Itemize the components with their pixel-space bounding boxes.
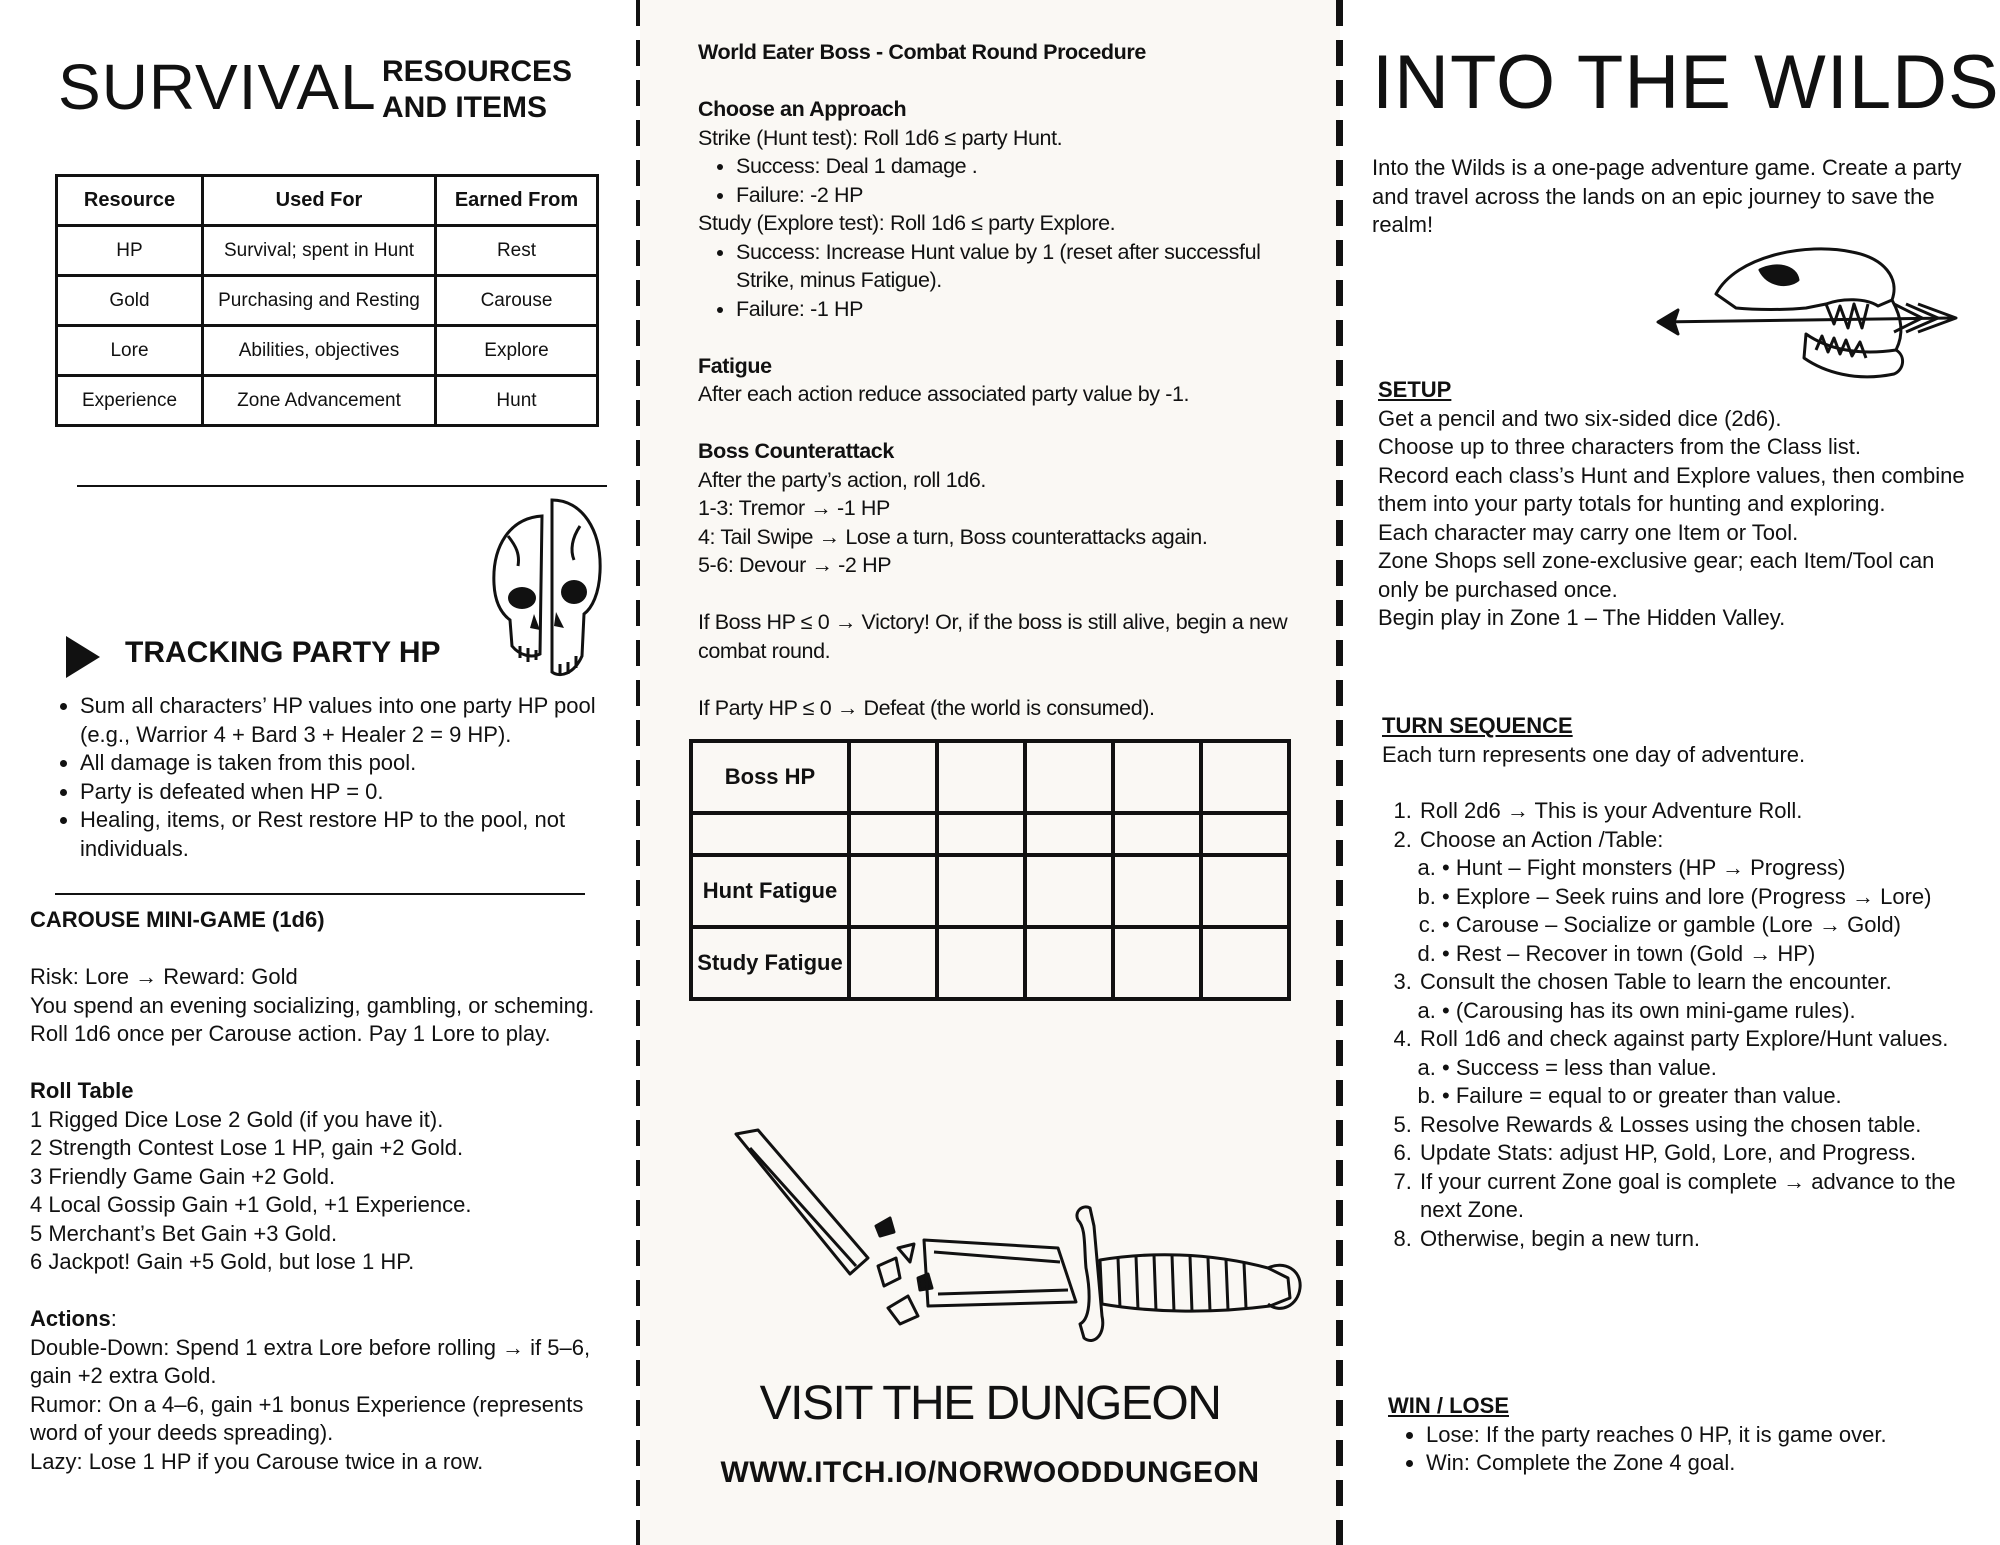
table-cell: Explore <box>436 326 598 376</box>
carouse-risk: Risk: Lore → Reward: Gold <box>30 964 298 989</box>
list-item: • Failure: -1 HP <box>736 295 1318 324</box>
counter-line: 4: Tail Swipe → Lose a turn, Boss counterattacks again. <box>698 524 1208 549</box>
setup-line: Record each class’s Hunt and Explore values, then combine them into your party totals for hunting and exploring. <box>1378 462 1965 516</box>
actions-colon: : <box>110 1306 117 1331</box>
roll-table-entry: 1 Rigged Dice Lose 2 Gold (if you have it). <box>30 1106 444 1132</box>
tracker-box[interactable] <box>1201 927 1289 999</box>
table-header: Used For <box>203 176 436 226</box>
step-subitem: a. • (Carousing has its own mini-game rules). <box>1442 997 1982 1026</box>
setup-line: Each character may carry one Item or Tool. <box>1378 519 1799 545</box>
actions-heading-line <box>30 1305 630 1334</box>
tracker-box[interactable] <box>1201 741 1289 813</box>
tracker-box[interactable] <box>849 741 937 813</box>
step-item <box>1418 1111 1982 1140</box>
roll-table-entry: 3 Friendly Game Gain +2 Gold. <box>30 1163 336 1189</box>
beast-skull-arrow-illustration <box>1656 238 1966 388</box>
step-item <box>1418 1168 1982 1225</box>
tracker-box[interactable] <box>1201 813 1289 855</box>
tracker-box[interactable] <box>1025 813 1113 855</box>
tracker-row <box>691 813 1289 855</box>
carouse-description: You spend an evening socializing, gambling, or scheming. Roll 1d6 once per Carouse action. Pay 1 Lore to play. <box>30 992 595 1046</box>
action-entry: Rumor: On a 4–6, gain +1 bonus Experience (represents word of your deeds spreading). <box>30 1391 584 1445</box>
step-item <box>1418 1225 1982 1254</box>
setup-heading: SETUP <box>1378 377 1452 402</box>
table-cell: HP <box>57 226 203 276</box>
tracker-box[interactable] <box>1025 927 1113 999</box>
broken-sword-illustration <box>728 1128 1308 1364</box>
tracker-box[interactable] <box>1201 855 1289 927</box>
step-item <box>1418 968 1982 1025</box>
divider <box>55 893 585 895</box>
tracker-box[interactable] <box>849 855 937 927</box>
step-text: Update Stats: adjust HP, Gold, Lore, and Progress. <box>1420 1140 1917 1165</box>
table-cell: Gold <box>57 276 203 326</box>
setup-line: Zone Shops sell zone-exclusive gear; each Item/Tool can only be purchased once. <box>1378 548 1935 602</box>
tracker-label: Study Fatigue <box>691 927 849 999</box>
step-subitem: b. • Explore – Seek ruins and lore (Progress → Lore) <box>1442 883 1982 912</box>
win-lose-section <box>1388 1392 1978 1478</box>
tracker-label: Boss HP <box>691 741 849 813</box>
step-text: If your current Zone goal is complete → advance to the next Zone. <box>1420 1168 1956 1222</box>
fatigue-text: After each action reduce associated party value by -1. <box>698 382 1190 406</box>
table-cell: Hunt <box>436 376 598 426</box>
list-item: • Success: Increase Hunt value by 1 (reset after successful Strike, minus Fatigue). <box>736 238 1318 295</box>
tracking-list <box>44 692 624 863</box>
visit-heading: VISIT THE DUNGEON <box>759 1377 1221 1430</box>
play-icon <box>66 636 100 678</box>
step-item <box>1418 1139 1982 1168</box>
step-item <box>1418 1025 1982 1111</box>
table-row <box>57 226 598 276</box>
action-entry: Double-Down: Spend 1 extra Lore before rolling → if 5–6, gain +2 extra Gold. <box>30 1334 591 1388</box>
turn-steps <box>1382 797 1982 1253</box>
table-header: Resource <box>57 176 203 226</box>
game-title: INTO THE WILDS <box>1372 40 2000 125</box>
split-skull-illustration <box>480 496 610 682</box>
game-intro: Into the Wilds is a one-page adventure game. Create a party and travel across the lands on an epic journey to save the realm! <box>1372 155 1962 237</box>
tracker-row <box>691 741 1289 813</box>
setup-section <box>1378 376 1978 633</box>
tracker-box[interactable] <box>937 927 1025 999</box>
list-item: • Lose: If the party reaches 0 HP, it is game over. <box>1426 1421 1978 1450</box>
table-cell: Rest <box>436 226 598 276</box>
boss-title: World Eater Boss - Combat Round Procedure <box>698 40 1146 64</box>
roll-table-entry: 6 Jackpot! Gain +5 Gold, but lose 1 HP. <box>30 1249 415 1274</box>
table-row <box>57 376 598 426</box>
table-row <box>57 276 598 326</box>
survival-subtitle-line2: AND ITEMS <box>382 91 547 124</box>
approach-heading: Choose an Approach <box>698 97 907 121</box>
step-item <box>1418 826 1982 969</box>
roll-table-entry: 5 Merchant’s Bet Gain +3 Gold. <box>30 1220 338 1246</box>
table-cell: Zone Advancement <box>203 376 436 426</box>
right-panel <box>1340 0 2000 1545</box>
tracker-box[interactable] <box>1025 855 1113 927</box>
table-cell: Survival; spent in Hunt <box>203 226 436 276</box>
table-cell: Carouse <box>436 276 598 326</box>
counter-line: After the party’s action, roll 1d6. <box>698 467 986 492</box>
counter-line: 1-3: Tremor → -1 HP <box>698 496 890 520</box>
survival-subtitle <box>382 54 572 126</box>
setup-line: Choose up to three characters from the Class list. <box>1378 434 1861 459</box>
step-text: Roll 1d6 and check against party Explore/Hunt values. <box>1420 1026 1949 1051</box>
table-row <box>57 326 598 376</box>
list-item: • Success: Deal 1 damage . <box>736 152 1318 181</box>
tracker-box[interactable] <box>937 741 1025 813</box>
tracker-box[interactable] <box>1113 741 1201 813</box>
resources-table <box>55 174 599 427</box>
action-entry: Lazy: Lose 1 HP if you Carouse twice in a row. <box>30 1448 484 1474</box>
tracker-box[interactable] <box>937 855 1025 927</box>
list-item: • Failure: -2 HP <box>736 181 1318 210</box>
study-line: Study (Explore test): Roll 1d6 ≤ party Explore. <box>698 211 1116 235</box>
step-subitem: d. • Rest – Recover in town (Gold → HP) <box>1442 940 1982 969</box>
step-subitem: c. • Carouse – Socialize or gamble (Lore → Gold) <box>1442 911 1982 940</box>
divider <box>77 485 607 487</box>
table-cell: Lore <box>57 326 203 376</box>
tracker-box[interactable] <box>1025 741 1113 813</box>
tracking-heading: TRACKING PARTY HP <box>125 636 441 669</box>
setup-line: Get a pencil and two six-sided dice (2d6). <box>1378 405 1782 431</box>
turn-intro: Each turn represents one day of adventure. <box>1382 741 1806 767</box>
step-text: Roll 2d6 → This is your Adventure Roll. <box>1420 798 1803 823</box>
list-item: • All damage is taken from this pool. <box>80 749 624 778</box>
boss-tracker-grid <box>689 739 1291 1001</box>
defeat-text: If Party HP ≤ 0 → Defeat (the world is consumed). <box>698 695 1155 720</box>
tracker-label: Hunt Fatigue <box>691 855 849 927</box>
step-subitem: b. • Failure = equal to or greater than value. <box>1442 1082 1982 1111</box>
table-cell: Experience <box>57 376 203 426</box>
list-item: • Healing, items, or Rest restore HP to the pool, not individuals. <box>80 806 624 863</box>
promo-url[interactable]: WWW.ITCH.IO/NORWOODDUNGEON <box>720 1456 1260 1489</box>
tracker-row <box>691 855 1289 927</box>
tracker-box[interactable] <box>849 927 937 999</box>
setup-line: Begin play in Zone 1 – The Hidden Valley. <box>1378 605 1786 630</box>
left-panel <box>0 0 640 1545</box>
counter-line: 5-6: Devour → -2 HP <box>698 553 892 577</box>
step-item <box>1418 797 1982 826</box>
list-item: • Sum all characters’ HP values into one party HP pool (e.g., Warrior 4 + Bard 3 + Healer 2 = 9 HP). <box>80 692 624 749</box>
step-text: Otherwise, begin a new turn. <box>1420 1225 1701 1251</box>
table-header-row <box>57 176 598 226</box>
turn-sequence-section <box>1382 712 1982 1253</box>
tracker-box[interactable] <box>1113 927 1201 999</box>
step-text: Consult the chosen Table to learn the encounter. <box>1420 969 1892 994</box>
turn-heading: TURN SEQUENCE <box>1382 713 1573 738</box>
roll-table-entry: 4 Local Gossip Gain +1 Gold, +1 Experience. <box>30 1192 472 1217</box>
table-cell: Purchasing and Resting <box>203 276 436 326</box>
fatigue-heading: Fatigue <box>698 353 772 378</box>
table-cell: Abilities, objectives <box>203 326 436 376</box>
roll-table-heading: Roll Table <box>30 1078 134 1103</box>
step-text: Choose an Action /Table: <box>1420 826 1664 852</box>
list-item: • Win: Complete the Zone 4 goal. <box>1426 1449 1978 1478</box>
tracker-box[interactable] <box>1113 813 1201 855</box>
carouse-section <box>30 906 630 1476</box>
carouse-heading: CAROUSE MINI-GAME (1d6) <box>30 907 325 932</box>
survival-title: SURVIVAL <box>58 51 377 123</box>
step-text: Resolve Rewards & Losses using the chosen table. <box>1420 1111 1922 1137</box>
table-header: Earned From <box>436 176 598 226</box>
tracker-row <box>691 927 1289 999</box>
strike-line: Strike (Hunt test): Roll 1d6 ≤ party Hunt. <box>698 125 1063 150</box>
actions-heading: Actions <box>30 1306 111 1331</box>
tracker-box[interactable] <box>937 813 1025 855</box>
winlose-heading: WIN / LOSE <box>1388 1393 1509 1418</box>
tracker-box[interactable] <box>1113 855 1201 927</box>
counter-heading: Boss Counterattack <box>698 439 894 463</box>
survival-subtitle-line1: RESOURCES <box>382 55 573 88</box>
step-subitem: a. • Hunt – Fight monsters (HP → Progress) <box>1442 854 1982 883</box>
boss-procedure <box>698 38 1318 722</box>
tracker-label <box>691 813 849 855</box>
tracker-box[interactable] <box>849 813 937 855</box>
roll-table-entry: 2 Strength Contest Lose 1 HP, gain +2 Gold. <box>30 1135 464 1160</box>
step-subitem: a. • Success = less than value. <box>1442 1054 1982 1083</box>
list-item: • Party is defeated when HP = 0. <box>80 778 624 807</box>
victory-text: If Boss HP ≤ 0 → Victory! Or, if the boss is still alive, begin a new combat round. <box>698 610 1288 663</box>
